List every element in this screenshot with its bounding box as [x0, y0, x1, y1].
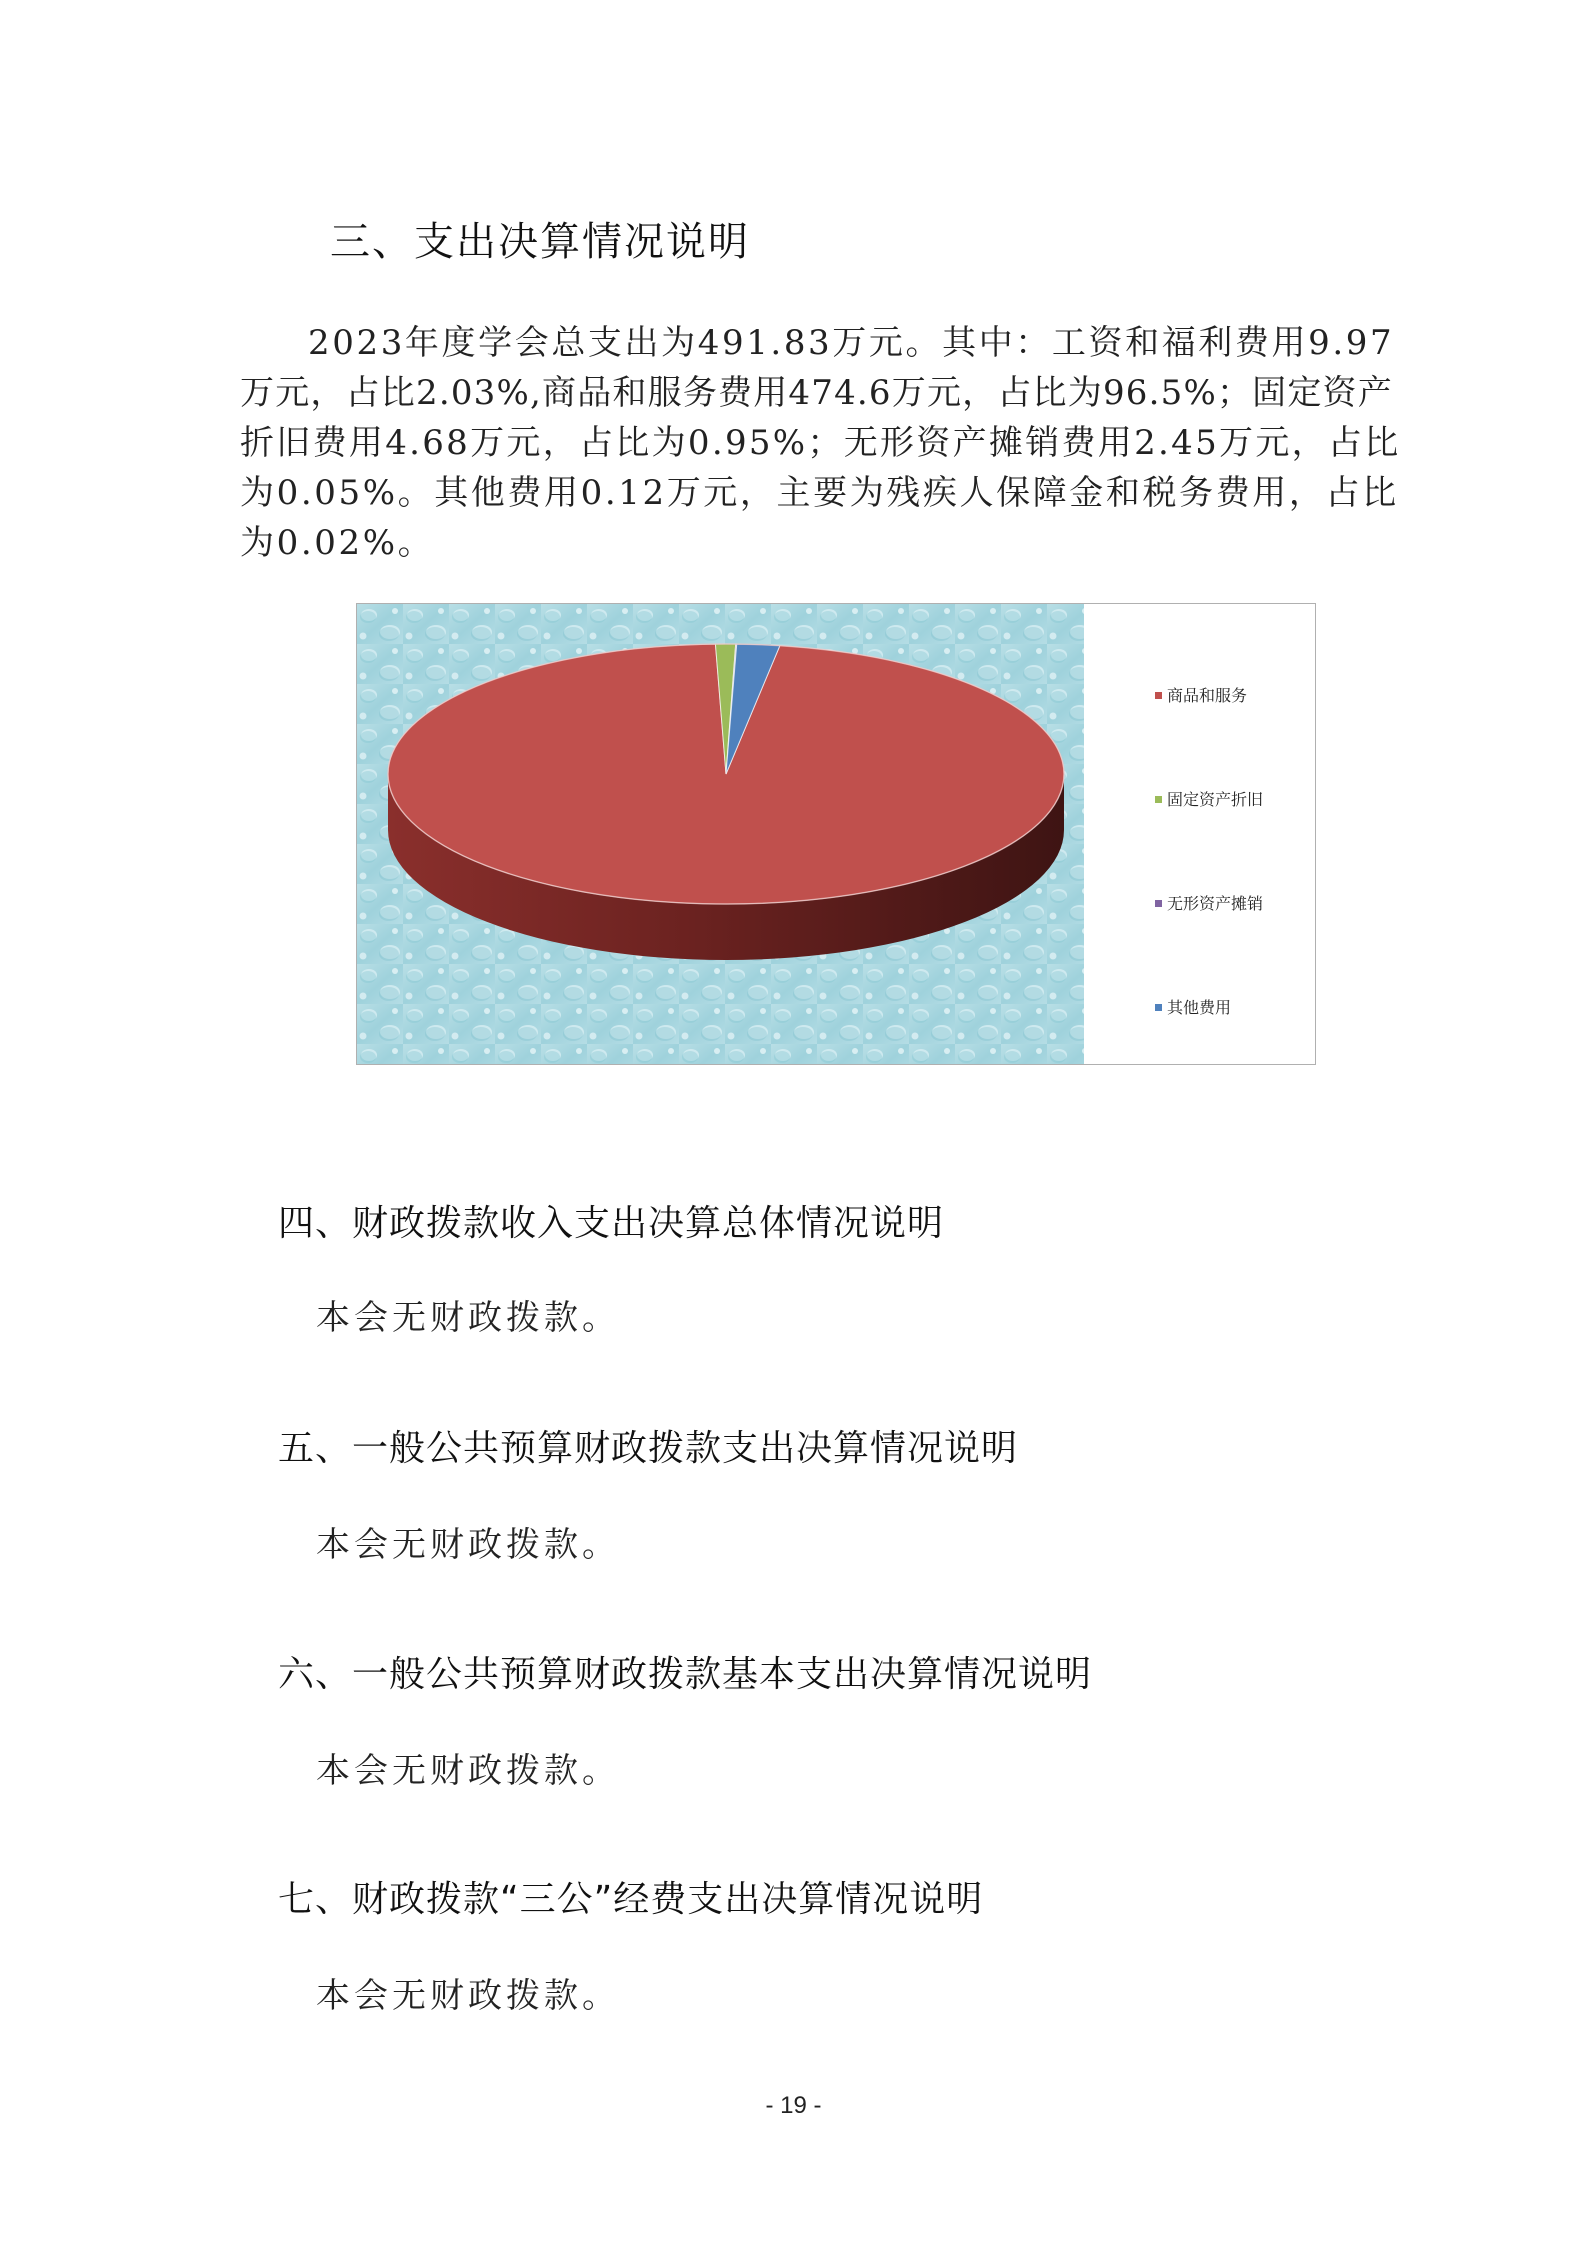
- section-4-text: 本会无财政拨款。: [316, 1298, 620, 1338]
- paragraph-line: 万元，占比2.03%,商品和服务费用474.6万元，占比为96.5%；固定资产: [240, 373, 1393, 413]
- pie-chart-svg: [357, 604, 1315, 1064]
- legend-label: 固定资产折旧: [1167, 790, 1264, 809]
- chart-legend: [1155, 686, 1263, 1017]
- section-5-text: 本会无财政拨款。: [316, 1525, 620, 1565]
- legend-label: 商品和服务: [1167, 686, 1248, 705]
- expenditure-pie-chart: [356, 603, 1316, 1065]
- paragraph-line: 折旧费用4.68万元，占比为0.95%；无形资产摊销费用2.45万元，占比: [240, 423, 1401, 463]
- section-heading-4: 四、财政拨款收入支出决算总体情况说明: [278, 1203, 945, 1244]
- section-6-text: 本会无财政拨款。: [316, 1751, 620, 1791]
- section-heading-7: 七、财政拨款“三公”经费支出决算情况说明: [278, 1879, 984, 1920]
- paragraph-line: 2023年度学会总支出为491.83万元。其中：工资和福利费用9.97: [308, 323, 1395, 363]
- legend-swatch: [1155, 796, 1162, 803]
- section-heading-6: 六、一般公共预算财政拨款基本支出决算情况说明: [278, 1654, 1093, 1695]
- page-number: - 19 -: [765, 2092, 822, 2119]
- legend-label: 其他费用: [1167, 998, 1232, 1017]
- paragraph-line: 为0.05%。其他费用0.12万元，主要为残疾人保障金和税务费用，占比: [240, 473, 1399, 513]
- section-3-paragraph: [240, 318, 1401, 568]
- section-7-text: 本会无财政拨款。: [316, 1976, 620, 2016]
- legend-label: 无形资产摊销: [1167, 894, 1264, 913]
- pie-slices: [388, 644, 1064, 960]
- paragraph-line: 为0.02%。: [240, 523, 435, 563]
- section-heading-3: 三、支出决算情况说明: [330, 219, 750, 265]
- legend-swatch: [1155, 692, 1162, 699]
- legend-swatch: [1155, 1004, 1162, 1011]
- section-heading-5: 五、一般公共预算财政拨款支出决算情况说明: [278, 1428, 1019, 1469]
- legend-swatch: [1155, 900, 1162, 907]
